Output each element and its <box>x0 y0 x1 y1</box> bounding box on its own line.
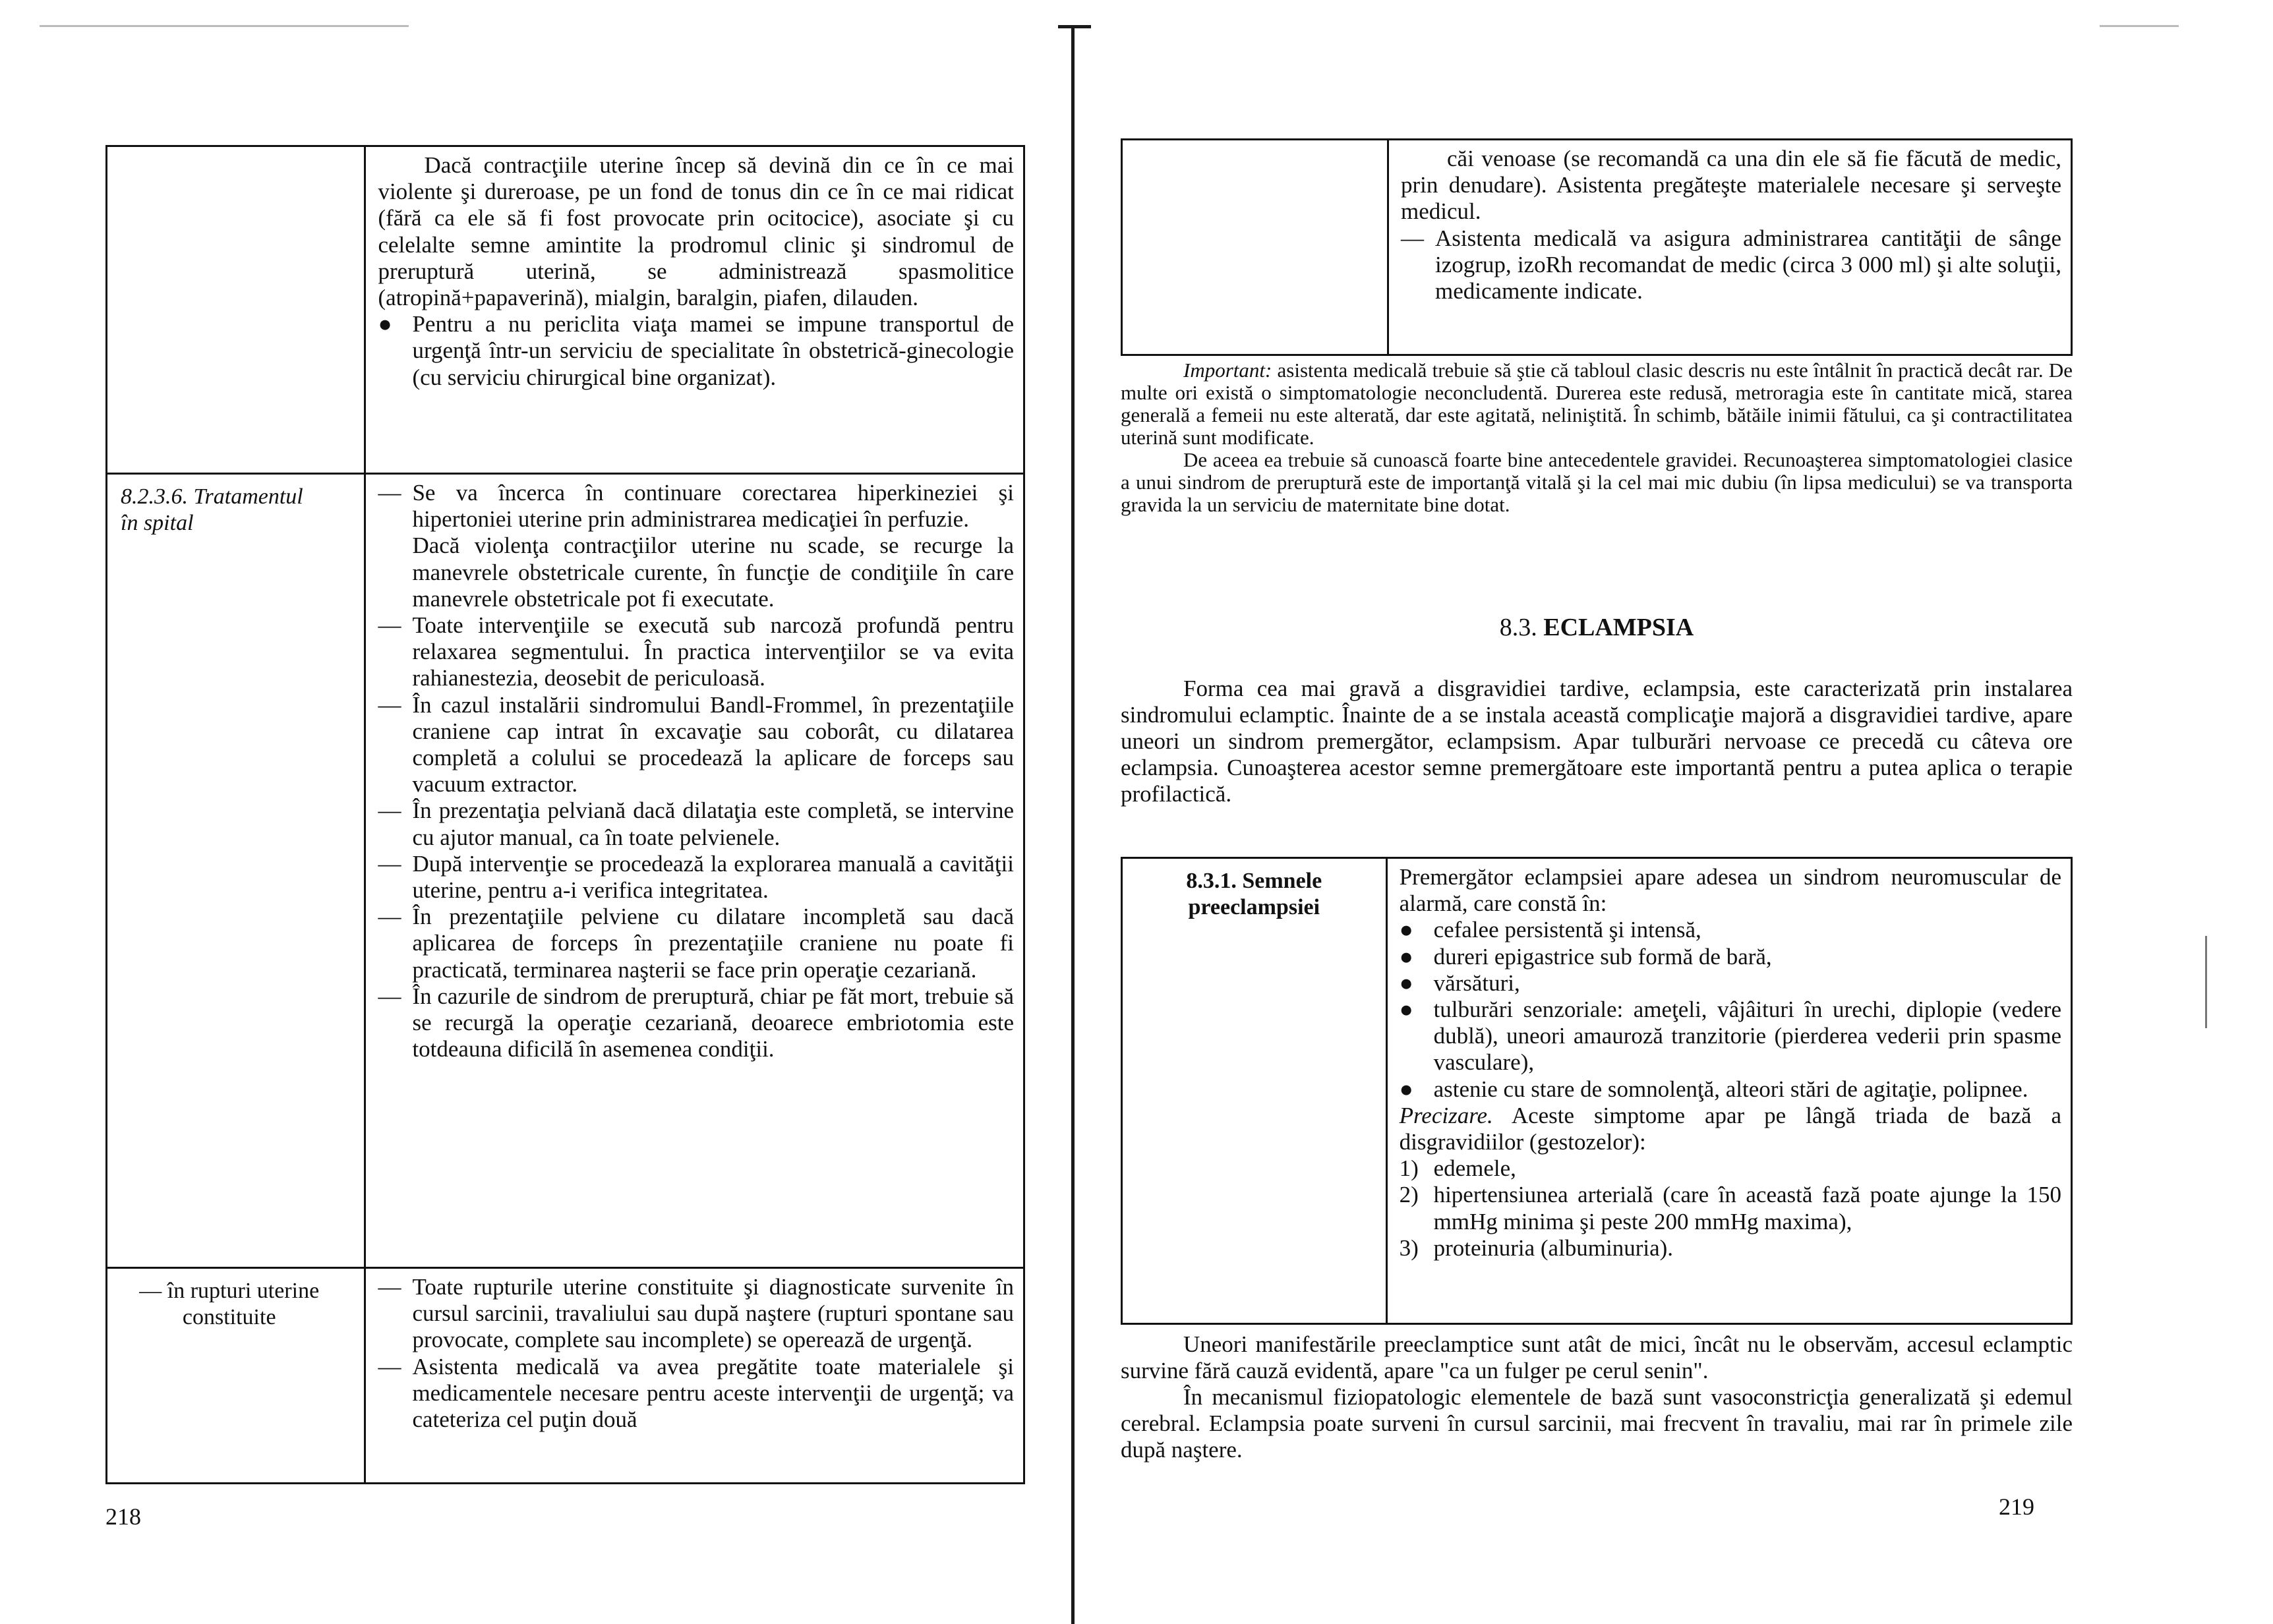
row-label: — în rupturi uterine constituite <box>107 1268 365 1484</box>
paragraph: căi venoase (se recomandă ca una din ele să fie făcută de medic, prin denudare). Asistenta pregăteşte materialele necesare şi serveşte medicul. <box>1401 146 2061 225</box>
page-number: 218 <box>105 1503 141 1530</box>
row-content <box>1388 140 2072 355</box>
list-item-text: După intervenţie se procedează la explorarea manuală a cavităţii uterine, pentru a-i verifica integritatea. <box>412 850 1014 904</box>
list-item <box>1400 917 2061 943</box>
table-row <box>107 1268 1024 1484</box>
paragraph: În mecanismul fiziopatologic elementele de bază sunt vasoconstricţia generalizată şi edemul cerebral. Eclampsia poate surveni în cursul sarcinii, mai frecvent în travaliu, mai rar în primele zile după naştere. <box>1121 1384 2073 1463</box>
numbered-item <box>1400 1182 2061 1234</box>
paragraph: Premergător eclampsiei apare adesea un sindrom neuromuscular de alarmă, care constă în: <box>1399 864 2061 917</box>
section-heading <box>1121 613 2073 642</box>
table-row <box>107 146 1024 474</box>
list-item <box>1401 225 2061 305</box>
list-item <box>378 983 1014 1063</box>
continuation-table <box>1121 138 2073 356</box>
list-item-text: dureri epigastrice sub formă de bară, <box>1433 943 1772 970</box>
row-label: 8.3.1. Semnele preeclampsiei <box>1122 858 1387 1324</box>
important-note <box>1121 359 2073 516</box>
list-item <box>378 692 1014 798</box>
paragraph <box>1400 1103 2061 1155</box>
row-label <box>107 146 365 474</box>
important-label: Important: <box>1183 359 1272 382</box>
row-content <box>365 146 1024 474</box>
paragraph <box>1121 359 2073 449</box>
bullet-marker: ● <box>1399 917 1413 943</box>
bullet-marker: ● <box>378 311 392 337</box>
dash-marker: — <box>1401 225 1425 251</box>
bullet-marker: ● <box>1399 1076 1413 1102</box>
list-item-text: În cazul instalării sindromului Bandl-Frommel, în prezentaţiile craniene cap intrat în excavaţie sau coborât, cu dilatarea completă a colului se procedează la aplicare de forceps sau vacuum extractor. <box>412 691 1014 798</box>
precizare-text: Aceste simptome apar pe lângă triada de bază a disgravidiilor (gestozelor): <box>1399 1102 2061 1155</box>
list-item <box>1400 970 2061 997</box>
list-item <box>378 851 1014 904</box>
paragraph: Uneori manifestările preeclamptice sunt atât de mici, încât nu le observăm, accesul eclamptic survine fără cauză evidentă, apare "ca un fulger pe cerul senin". <box>1121 1331 2073 1383</box>
list-item-text: Pentru a nu periclita viaţa mamei se impune transportul de urgenţă într-un serviciu de specialitate în obstetrică-ginecologie (cu serviciu chirurgical bine organizat). <box>412 311 1014 390</box>
intro-paragraph <box>1121 676 2073 807</box>
list-item-text: tulburări senzoriale: ameţeli, vâjâituri în urechi, diplopie (vedere dublă), uneori amauroză tranzitorie (pierderea vederii prin spasme vasculare), <box>1433 997 2061 1076</box>
table-row <box>1122 140 2072 355</box>
page-number: 219 <box>1999 1494 2034 1520</box>
important-text: asistenta medicală trebuie să ştie că tabloul clasic descris nu este întâlnit în practică decât rar. De multe ori există o simptomatologie neconcludentă. Durerea este redusă, metroragia este în cantitate mică, starea generală a femeii nu este alterată, dar este agitată, neliniştită. În schimb, bătăile inimii fătului, ca şi contractilitatea uterină sunt modificate. <box>1121 359 2073 449</box>
bullet-marker: ● <box>1399 997 1413 1023</box>
list-item <box>378 480 1014 533</box>
row-content <box>1386 858 2071 1324</box>
bullet-marker: ● <box>1399 970 1413 996</box>
list-item <box>378 1354 1014 1434</box>
list-item-text: În prezentaţia pelviană dacă dilataţia este completă, se intervine cu ajutor manual, ca în toate pelvienele. <box>412 798 1014 850</box>
list-item-text: Toate intervenţiile se execută sub narcoză profundă pentru relaxarea segmentului. În practica intervenţiilor se va evita rahianestezia, deosebit de periculoasă. <box>412 612 1014 691</box>
numbered-item <box>1400 1155 2061 1182</box>
precizare-label: Precizare. <box>1399 1102 1493 1128</box>
row-content <box>365 1268 1024 1484</box>
book-spine <box>1071 26 1075 1624</box>
number-marker: 2) <box>1399 1182 1419 1208</box>
dash-marker: — <box>378 1353 401 1379</box>
dash-marker: — <box>378 480 401 506</box>
row-label: 8.2.3.6. Tratamentul în spital <box>107 474 365 1268</box>
number-marker: 3) <box>1399 1234 1419 1261</box>
dash-marker: — <box>378 612 401 639</box>
list-item-subtext: Dacă violenţa contracţiilor uterine nu scade, se recurge la manevrele obstetricale curente, în funcţie de condiţiile în care manevrele obstetricale pot fi executate. <box>412 533 1014 612</box>
section-number: 8.3. <box>1499 614 1537 641</box>
list-item-text: Asistenta medicală va avea pregătite toate materialele şi medicamentele necesare pentru aceste intervenţii de urgenţă; va cateteriza cel puţin două <box>412 1353 1014 1433</box>
numbered-item-text: edemele, <box>1433 1155 1516 1182</box>
paragraph: Dacă contracţiile uterine încep să devină din ce în ce mai violente şi dureroase, pe un fond de tonus din ce în ce mai ridicat (fără ca ele să fi fost provocate prin ocitocice), asociate şi cu celelalte semne amintite la prodromul clinic şi sindromul de preruptură uterină, se administrează spasmolitice (atropină+papaverină), mialgin, baralgin, piafen, dilauden. <box>378 152 1014 311</box>
paragraph: De aceea ea trebuie să cunoască foarte bine antecedentele gravidei. Recunoaşterea simptomatologiei clasice a unui sindrom de preruptură este de importanţă vitală şi la cel mai mic dubiu (în lipsa medicului) se va transporta gravida la un serviciu de maternitate bine dotat. <box>1121 448 2073 516</box>
list-item <box>378 1274 1014 1354</box>
numbered-item-text: hipertensiunea arterială (care în această fază poate ajunge la 150 mmHg minima şi peste 200 mmHg maxima), <box>1433 1182 2061 1234</box>
number-marker: 1) <box>1399 1155 1419 1182</box>
numbered-item-text: proteinuria (albuminuria). <box>1433 1234 1674 1261</box>
table-row <box>107 474 1024 1268</box>
list-item-text: Asistenta medicală va asigura administrarea cantităţii de sânge izogrup, izoRh recomandat de medic (circa 3 000 ml) şi alte soluţii, medicamente indicate. <box>1435 225 2061 304</box>
list-item <box>378 798 1014 850</box>
row-label <box>1122 140 1388 355</box>
dash-marker: — <box>378 983 401 1009</box>
list-item-text: astenie cu stare de somnolenţă, alteori stări de agitaţie, polipnee. <box>1433 1076 2028 1102</box>
closing-text <box>1121 1331 2073 1463</box>
list-item-text: Toate rupturile uterine constituite şi diagnosticate survenite în cursul sarcinii, travaliului sau după naştere (rupturi spontane sau provocate, complete sau incomplete) se operează de urgenţă. <box>412 1274 1014 1353</box>
list-item-text: În cazurile de sindrom de preruptură, chiar pe făt mort, trebuie să se recurgă la operaţie cezariană, deoarece embriotomia este totdeauna dificilă în asemenea condiţii. <box>412 983 1014 1062</box>
paragraph: Forma cea mai gravă a disgravidiei tardive, eclampsia, este caracterizată prin instalarea sindromului eclamptic. Înainte de a se instala această complicaţie majoră a disgravidiei tardive, apare uneori un sindrom premergător, eclampsism. Apar tulburări nervoase ce precedă cu câteva ore eclampsia. Cunoaşterea acestor semne premergătoare este importantă pentru a putea aplica o terapie profilactică. <box>1121 676 2073 807</box>
row-content <box>365 474 1024 1268</box>
numbered-item <box>1400 1235 2061 1262</box>
list-item <box>378 311 1014 391</box>
preeclampsia-signs-table <box>1121 857 2073 1325</box>
dash-marker: — <box>378 850 401 877</box>
list-item-text: Se va încerca în continuare corectarea hiperkineziei şi hipertoniei uterine prin administrarea medicaţiei în perfuzie. <box>412 480 1014 533</box>
list-item <box>378 612 1014 692</box>
list-item-text: În prezentaţiile pelviene cu dilatare incompletă sau dacă aplicarea de forceps în prezentaţiile craniene nu poate fi practicată, terminarea naşterii se face prin operaţie cezariană. <box>412 904 1014 983</box>
list-item-text: cefalee persistentă şi intensă, <box>1433 917 1701 943</box>
dash-marker: — <box>378 691 401 718</box>
list-item <box>1400 1076 2061 1103</box>
section-title: ECLAMPSIA <box>1543 614 1694 641</box>
dash-marker: — <box>378 904 401 930</box>
right-page <box>1088 0 2273 1624</box>
list-item <box>378 904 1014 983</box>
table-row <box>1122 858 2072 1324</box>
dash-marker: — <box>378 798 401 824</box>
left-page <box>0 0 1068 1624</box>
list-item-text: vărsături, <box>1433 970 1520 996</box>
list-item <box>1400 997 2061 1076</box>
dash-marker: — <box>378 1274 401 1300</box>
list-item <box>1400 944 2061 970</box>
bullet-marker: ● <box>1399 943 1413 970</box>
left-procedure-table <box>105 145 1025 1484</box>
